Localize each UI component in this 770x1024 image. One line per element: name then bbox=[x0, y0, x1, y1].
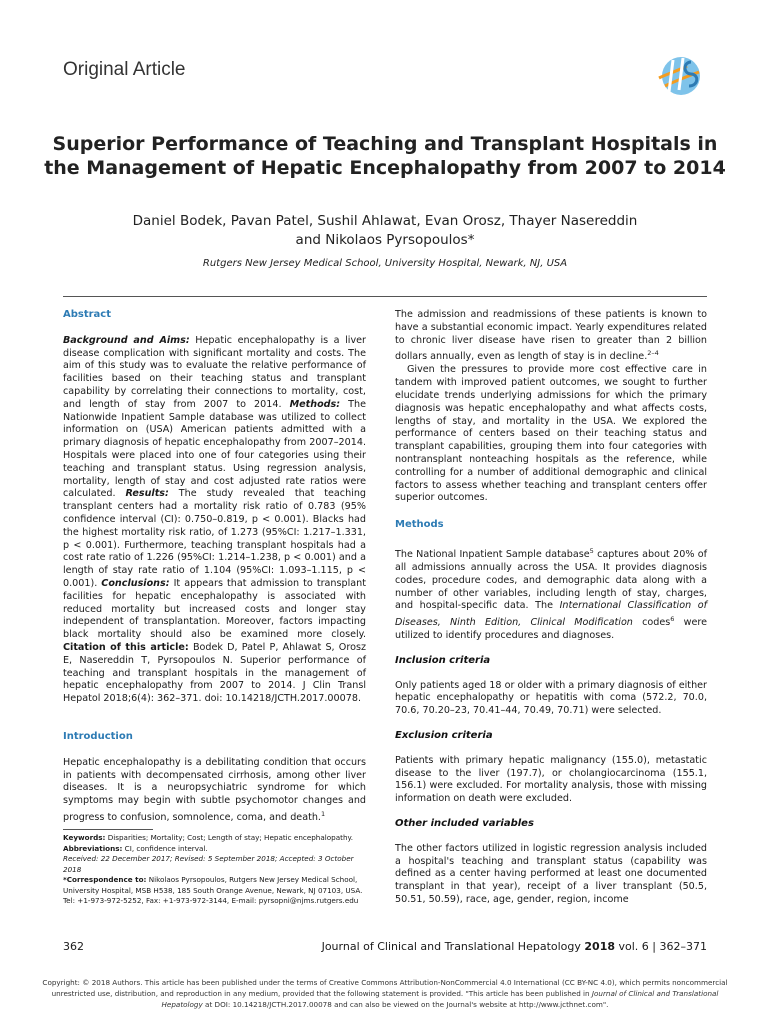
keywords-label: Keywords: bbox=[63, 833, 106, 842]
keywords-text: Disparities; Mortality; Cost; Length of stay; Hepatic encephalopathy. bbox=[105, 833, 354, 842]
other-variables-heading: Other included variables bbox=[395, 818, 534, 830]
methods-text-d: were utilized to identify procedures and diagnoses. bbox=[395, 617, 707, 642]
methods-icd-title: International Classification of Diseases, Ninth Edition, Clinical Modification bbox=[395, 600, 707, 629]
results-label: Results: bbox=[125, 488, 169, 500]
methods-ref-6: 6 bbox=[670, 615, 675, 624]
citation-text: Bodek D, Patel P, Ahlawat S, Orosz E, Nasereddin T, Pyrsopoulos N. Superior performance of teaching and transplant hospitals in the management of hepatic encephalopathy from 2007 to 2014. J Clin Transl Hepatol 2018;6(4): 362–371. doi: 10.14218/JCTH.2017.00078. bbox=[63, 641, 366, 705]
copyright-notice bbox=[40, 977, 730, 1010]
journal-footer bbox=[200, 940, 707, 953]
exclusion-text: Patients with primary hepatic malignancy (155.0), metastatic disease to the liver (197.7), or cholangiocarcinoma (155.1, 156.1) were excluded. For mortality analysis, those with missing information on death were excluded. bbox=[395, 754, 707, 805]
results-text: The study revealed that teaching transplant centers had a mortality risk ratio of 0.783 (95% confidence interval (CI): 0.750–0.819, p < 0.001). Blacks had the highest mortality risk ratio, of 1.273 (95%CI: 1.217–1.331, p < 0.001). Furthermore, teaching transplant hospitals had a cost rate ratio of 1.226 (95%CI: 1.214–1.238, p < 0.001) and a length of stay rate ratio of 1.104 (95%CI: 1.093–1.115, p < 0.001). bbox=[63, 488, 366, 589]
authors-line-2: and Nikolaos Pyrsopoulos* bbox=[295, 232, 475, 248]
copyright-journal: Journal of Clinical and Translational Hepatology bbox=[161, 989, 719, 1009]
affiliation: Rutgers New Jersey Medical School, University Hospital, Newark, NJ, USA bbox=[202, 258, 568, 269]
background-text: Hepatic encephalopathy is a liver disease complication with significant mortality and costs. The aim of this study was to evaluate the relative performance of facilities based on their teaching status and transplant capability by correlating their connections to mortality, cost, and length of stay from 2007 to 2014. bbox=[63, 334, 366, 410]
journal-volume: vol. 6 | 362–371 bbox=[615, 940, 707, 953]
article-title: Superior Performance of Teaching and Transplant Hospitals in the Management of Hepatic Encephalopathy from 2007 to 2014 bbox=[44, 133, 726, 179]
other-variables-text: The other factors utilized in logistic regression analysis included a hospital's teaching and transplant status (capability was defined as a center having performed at least one documented transplant in that year), receipt of a liver transplant (50.5, 50.51, 50.59), race, age, gender, region, income bbox=[395, 842, 707, 906]
authors-line-1: Daniel Bodek, Pavan Patel, Sushil Ahlawat, Evan Orosz, Thayer Nasereddin bbox=[132, 213, 638, 229]
abstract-heading: Abstract bbox=[63, 309, 112, 320]
copyright-text-a: Copyright: © 2018 Authors. This article has been published under the terms of Creative Commons Attribution-NonCommercial 4.0 International (CC BY-NC 4.0), which permits noncommercial unrestricted use, distribution, and reproduction in any medium, provided that the following statement is provided. "This article has been published in bbox=[42, 978, 728, 998]
introduction-section bbox=[63, 731, 366, 825]
abbreviations-text: CI, confidence interval. bbox=[122, 843, 208, 853]
author-list bbox=[80, 212, 690, 250]
journal-year: 2018 bbox=[584, 940, 616, 953]
methods-text-b: captures about 20% of all admissions annually across the USA. It provides diagnosis codes, procedure codes, and demographic data along with a number of other variables, including length of stay, charges, and hospital-specific data. The bbox=[395, 549, 707, 612]
header-divider bbox=[63, 296, 707, 297]
introduction-ref: 1 bbox=[320, 809, 326, 818]
footnote-divider bbox=[63, 829, 153, 830]
introduction-text: Hepatic encephalopathy is a debilitating condition that occurs in patients with decompensated cirrhosis, among other liver diseases. It is a neuropsychiatric syndrome for which symptoms may begin with subtle psychomotor changes and progress to confusion, somnolence, coma, and death. bbox=[63, 756, 366, 824]
abstract-body bbox=[63, 335, 366, 706]
exclusion-heading: Exclusion criteria bbox=[395, 730, 493, 742]
methods-label: Methods: bbox=[289, 398, 341, 410]
page-number: 362 bbox=[63, 940, 84, 953]
methods-paragraph bbox=[395, 545, 707, 643]
methods-text-c: codes bbox=[632, 617, 671, 629]
right-column bbox=[395, 309, 707, 907]
methods-text-a: The National Inpatient Sample database bbox=[395, 549, 590, 561]
introduction-heading: Introduction bbox=[63, 731, 133, 742]
inclusion-text: Only patients aged 18 or older with a primary diagnosis of either hepatic encephalopathy or hepatitis with coma (572.2, 70.0, 70.6, 70.20–23, 70.41–44, 70.49, 70.71) were selected. bbox=[395, 679, 707, 717]
dates: Received: 22 December 2017; Revised: 5 September 2018; Accepted: 3 October 2018 bbox=[63, 854, 354, 874]
intro-paragraph-2: The admission and readmissions of these patients is known to have a substantial economic impact. Yearly expenditures related to chronic liver disease have risen to greater than 2 billion dollars annually, even as length of stay is in decline. bbox=[395, 309, 707, 363]
journal-name: Journal of Clinical and Translational Hepatology bbox=[321, 940, 585, 953]
conclusions-label: Conclusions: bbox=[101, 577, 170, 589]
inclusion-heading: Inclusion criteria bbox=[395, 654, 491, 666]
journal-logo-icon bbox=[653, 52, 705, 98]
correspondence-text: Nikolaos Pyrsopoulos, Rutgers New Jersey Medical School, University Hospital, MSB H538, 185 South Orange Avenue, Newark, NJ 07103, USA. Tel: +1-973-972-5252, Fax: +1-973-972-3144, E-mail: pyrsopni@njms.rutgers.edu bbox=[63, 875, 363, 905]
methods-ref-5: 5 bbox=[589, 546, 594, 555]
abbreviations-label: Abbreviations: bbox=[63, 843, 123, 853]
article-type-label: Original Article bbox=[63, 59, 186, 80]
methods-text: The Nationwide Inpatient Sample database was utilized to collect information on (USA) American patients admitted with a primary diagnosis of hepatic encephalopathy from 2007–2014. Hospitals were placed into one of four categories using their teaching and transplant status. Using regression analysis, mortality, length of stay and cost adjusted rate ratios were calculated. bbox=[63, 398, 366, 500]
conclusions-text: It appears that admission to transplant facilities for hepatic encephalopathy is associated with reduced mortality but increased costs and longer stay independent of transplantation. Moreover, factors impacting black mortality should also be examined more closely. bbox=[63, 577, 366, 641]
methods-heading: Methods bbox=[395, 519, 444, 531]
copyright-text-b: at DOI: 10.14218/JCTH.2017.00078 and can also be viewed on the Journal's website at http://www.jcthnet.com". bbox=[202, 1000, 609, 1009]
correspondence-label: *Correspondence to: bbox=[63, 875, 147, 884]
intro-paragraph-2-ref: 2–4 bbox=[647, 349, 659, 358]
intro-paragraph-3: Given the pressures to provide more cost effective care in tandem with improved patient outcomes, we sought to further elucidate trends underlying admissions for which the primary diagnosis was hepatic encephalopathy and what affects costs, lengths of stay, and mortality in the USA. We explored the performance of centers based on their teaching status and transplant capabilities, grouping them into four categories with nontransplant nonteaching hospitals as the reference, while controlling for a number of additional demographic and clinical factors to assess whether teaching and transplant centers offer superior outcomes. bbox=[395, 364, 707, 504]
abstract-section bbox=[63, 309, 366, 706]
background-label: Background and Aims: bbox=[63, 334, 190, 346]
citation-label: Citation of this article: bbox=[63, 641, 189, 653]
footnotes bbox=[63, 833, 366, 907]
